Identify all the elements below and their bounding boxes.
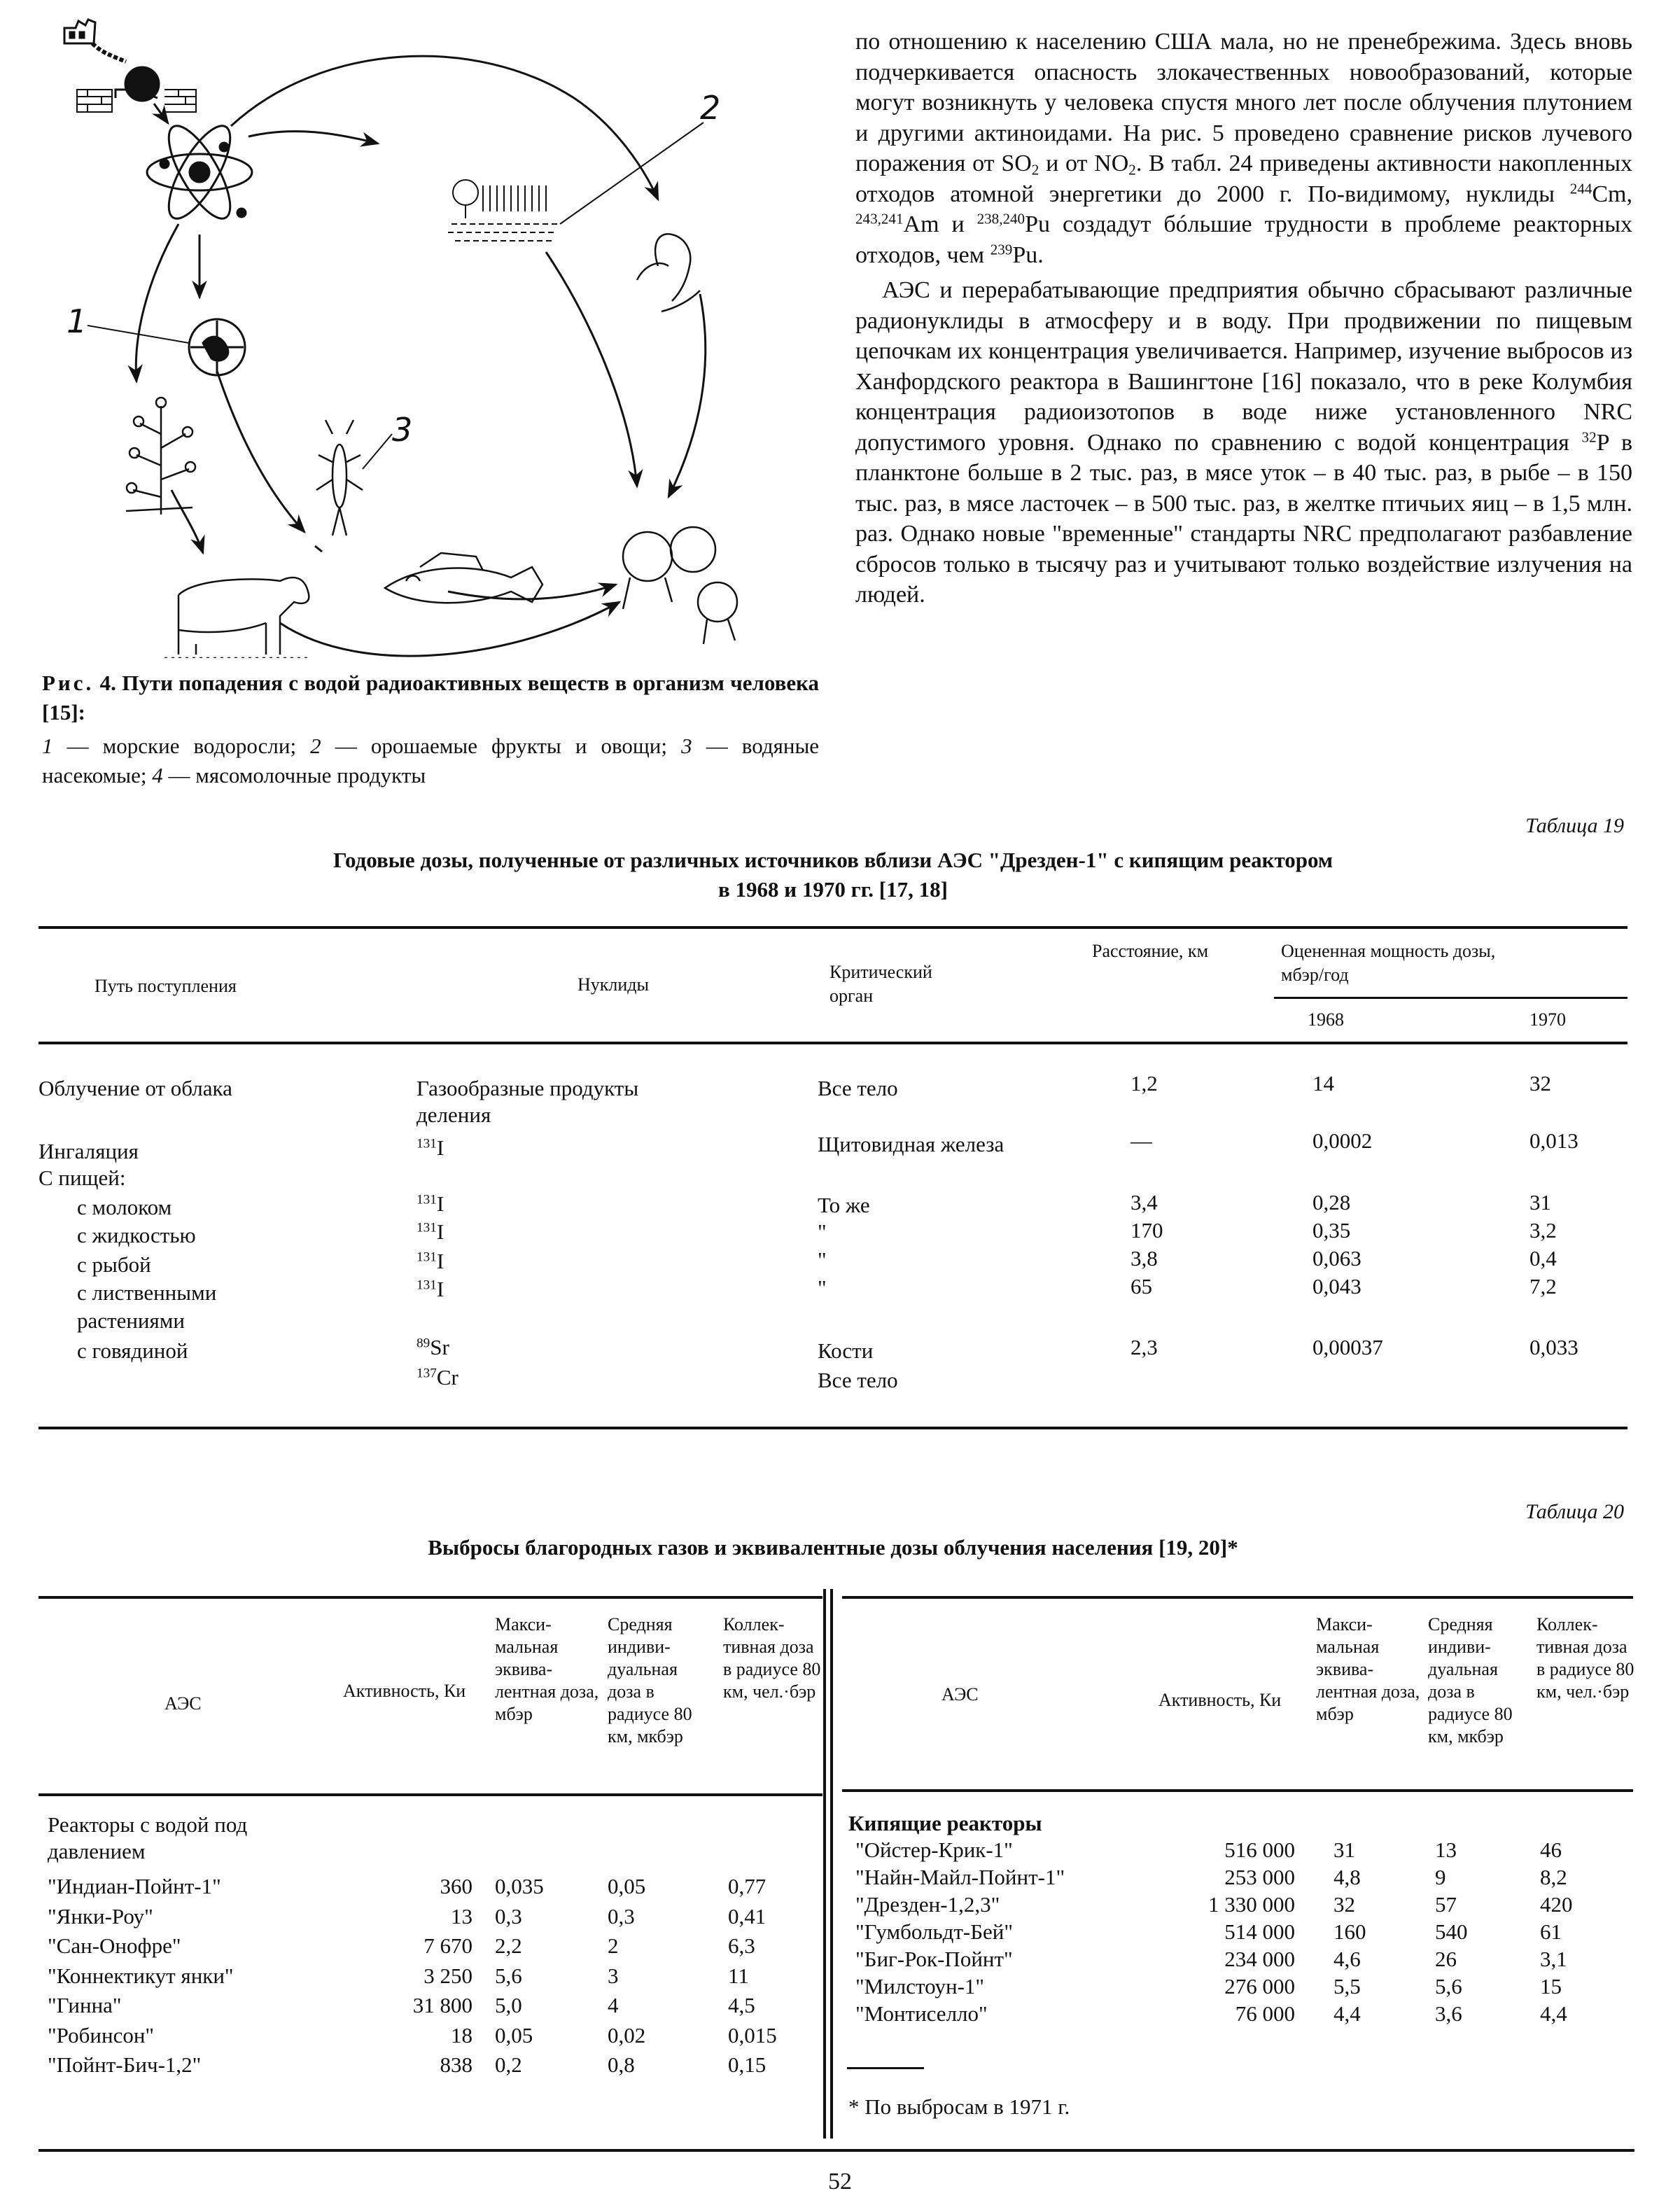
- table-divider: [830, 1589, 833, 2138]
- cell-1970: 7,2: [1530, 1274, 1557, 1298]
- cell-organ: Кости: [818, 1338, 874, 1363]
- cell-coll: 0,015: [728, 2022, 777, 2047]
- cell-avg: 0,05: [608, 1874, 646, 1898]
- cell-coll: 0,77: [728, 1874, 766, 1898]
- cell-activity: 7 670: [424, 1933, 472, 1958]
- cell-nuclide: $^{131}$I: [416, 1249, 444, 1273]
- figure-label-3: 3: [392, 411, 413, 449]
- figure-label-2: 2: [700, 89, 721, 127]
- cell-distance: 3,4: [1130, 1190, 1158, 1214]
- cell-plant: "Ойстер-Крик-1": [855, 1837, 1013, 1862]
- cell-activity: 76 000: [1235, 2001, 1295, 2026]
- legend-text: — орошаемые фрукты и овощи;: [335, 734, 668, 758]
- cell-activity: 18: [451, 2022, 472, 2047]
- legend-num: 3: [681, 734, 692, 758]
- table-rule: [842, 1789, 1633, 1792]
- cell-nuclide: $^{131}$I: [416, 1135, 444, 1160]
- cell-distance: 65: [1130, 1274, 1152, 1298]
- cell-1968: 0,0002: [1312, 1128, 1373, 1153]
- legend-num: 2: [310, 734, 321, 758]
- cell-avg: 9: [1435, 1865, 1446, 1889]
- cell-1970: 0,4: [1530, 1246, 1557, 1270]
- cell-avg: 57: [1435, 1892, 1457, 1917]
- cell-max: 4,8: [1334, 1865, 1361, 1889]
- aquatic-insect-icon: [316, 420, 392, 536]
- cell-max: 0,05: [495, 2022, 533, 2047]
- cell-activity: 3 250: [424, 1963, 472, 1988]
- cell-activity: 276 000: [1224, 1974, 1295, 1998]
- cell-coll: 11: [728, 1963, 749, 1988]
- cell-1968: 0,063: [1312, 1246, 1362, 1270]
- cell-nuclide: $^{89}$Sr: [416, 1335, 449, 1359]
- cell-organ: Щитовидная железа: [818, 1132, 1004, 1156]
- cell-1970: 32: [1530, 1071, 1551, 1096]
- field-icon: [448, 122, 704, 241]
- cell-1968: 14: [1312, 1071, 1334, 1096]
- cell-path: с лиственными: [77, 1280, 217, 1305]
- cell-coll: 4,4: [1540, 2001, 1567, 2026]
- cell-coll: 420: [1540, 1892, 1573, 1917]
- header-1970: 1970: [1530, 1009, 1566, 1030]
- legend-num: 4: [152, 763, 163, 788]
- cell-max: 0,3: [495, 1903, 522, 1928]
- header-path: Путь поступления: [94, 976, 237, 996]
- cell-max: 160: [1334, 1919, 1366, 1944]
- cell-coll: 46: [1540, 1837, 1562, 1862]
- cell-coll: 8,2: [1540, 1865, 1567, 1889]
- cell-1970: 0,013: [1530, 1128, 1578, 1153]
- cell-coll: 0,15: [728, 2052, 766, 2077]
- cell-max: 4,4: [1334, 2001, 1361, 2026]
- cell-activity: 514 000: [1224, 1919, 1295, 1944]
- cell-plant: "Коннектикут янки": [48, 1963, 234, 1988]
- header-max-dose: Макси- мальная эквива- лентная доза, мбэр: [495, 1614, 599, 1724]
- cell-1970: 0,033: [1530, 1335, 1578, 1359]
- cell-organ: Все тело: [818, 1368, 898, 1392]
- cell-nuclide: $^{137}$Cr: [416, 1365, 458, 1390]
- cell-coll: 61: [1540, 1919, 1562, 1944]
- figure-4-illustration: [28, 14, 798, 658]
- cell-max: 0,035: [495, 1874, 544, 1898]
- people-icon: [623, 527, 737, 644]
- cell-path: Облучение от облака: [38, 1076, 232, 1100]
- cell-nuclide: $^{131}$I: [416, 1219, 444, 1244]
- cell-organ: ": [818, 1275, 827, 1300]
- header-activity: Активность, Ки: [1158, 1690, 1282, 1710]
- figure-caption: [42, 668, 819, 790]
- table-rule: [1274, 997, 1628, 999]
- cell-activity: 838: [440, 2052, 472, 2077]
- cell-max: 31: [1334, 1837, 1355, 1862]
- cell-max: 32: [1334, 1892, 1355, 1917]
- cell-1968: 0,35: [1312, 1218, 1351, 1242]
- cell-1968: 0,28: [1312, 1190, 1351, 1214]
- table-19-title: [28, 846, 1638, 904]
- cell-path: с жидкостью: [77, 1223, 196, 1247]
- cell-path: с говядиной: [77, 1338, 188, 1363]
- legend-num: 1: [42, 734, 53, 758]
- cell-organ: Все тело: [818, 1076, 898, 1100]
- cell-plant: "Янки-Роу": [48, 1903, 153, 1928]
- cell-avg: 2: [608, 1933, 619, 1958]
- title-line: Годовые дозы, полученные от различных источников вблизи АЭС "Дрезден-1" с кипящим реактором: [332, 848, 1334, 872]
- plant-icon: [126, 398, 195, 514]
- cell-distance: 2,3: [1130, 1335, 1158, 1359]
- header-1968: 1968: [1308, 1009, 1344, 1030]
- cow-icon: [161, 578, 309, 658]
- cell-avg: 5,6: [1435, 1974, 1462, 1998]
- header-dose: Оцененная мощность дозы, мбэр/год: [1281, 941, 1496, 985]
- cell-avg: 3,6: [1435, 2001, 1462, 2026]
- cell-nuclide: Газообразные продукты: [416, 1076, 639, 1100]
- group-pwr: Реакторы с водой под давлением: [48, 1812, 248, 1863]
- header-avg-dose: Средняя индиви- дуальная доза в радиусе 80 км, мкбэр: [1428, 1614, 1513, 1746]
- caption-text: 4. Пути попадения с водой радиоактивных веществ в организм человека [15]:: [42, 671, 820, 724]
- page-number: 52: [828, 2169, 852, 2194]
- cell-max: 2,2: [495, 1933, 522, 1958]
- header-coll-dose: Коллек- тивная доза в радиусе 80 км, чел.·бэр: [1536, 1614, 1634, 1702]
- cell-plant: "Гинна": [48, 1993, 122, 2017]
- cell-coll: 0,41: [728, 1903, 766, 1928]
- cell-path: с рыбой: [77, 1252, 151, 1277]
- cell-1968: 0,043: [1312, 1274, 1362, 1298]
- cell-coll: 3,1: [1540, 1947, 1567, 1971]
- cell-max: 5,6: [495, 1963, 522, 1988]
- header-max-dose: Макси- мальная эквива- лентная доза, мбэр: [1316, 1614, 1420, 1724]
- cell-organ: ": [818, 1247, 827, 1272]
- cell-activity: 360: [440, 1874, 472, 1898]
- title-line: в 1968 и 1970 гг. [17, 18]: [718, 877, 948, 902]
- table-rule: [38, 1793, 822, 1796]
- header-coll-dose: Коллек- тивная доза в радиусе 80 км, чел.·бэр: [723, 1614, 821, 1702]
- caption-prefix: Рис.: [42, 671, 94, 695]
- cell-distance: 3,8: [1130, 1246, 1158, 1270]
- header-activity: Активность, Ки: [343, 1681, 466, 1701]
- cell-max: 0,2: [495, 2052, 522, 2077]
- table-19-label: Таблица 19: [1525, 814, 1624, 837]
- cell-activity: 253 000: [1224, 1865, 1295, 1889]
- cell-avg: 0,8: [608, 2052, 635, 2077]
- header-plant: АЭС: [164, 1693, 202, 1714]
- cell-coll: 6,3: [728, 1933, 755, 1958]
- cell-avg: 26: [1435, 1947, 1457, 1971]
- table-rule: [38, 1596, 822, 1599]
- cell-plant: "Найн-Майл-Пойнт-1": [855, 1865, 1065, 1889]
- cell-plant: "Сан-Онофре": [48, 1933, 181, 1958]
- cell-activity: 234 000: [1224, 1947, 1295, 1971]
- cell-1968: 0,00037: [1312, 1335, 1383, 1359]
- cell-nuclide: деления: [416, 1102, 491, 1127]
- cell-1970: 31: [1530, 1190, 1551, 1214]
- cell-avg: 540: [1435, 1919, 1468, 1944]
- cell-avg: 0,3: [608, 1903, 635, 1928]
- cell-max: 4,6: [1334, 1947, 1361, 1971]
- header-nuclides: Нуклиды: [578, 974, 649, 995]
- table-20-label: Таблица 20: [1525, 1500, 1624, 1523]
- table-20-title: Выбросы благородных газов и эквивалентные дозы облучения населения [19, 20]*: [428, 1535, 1238, 1560]
- paragraph-2: АЭС и перерабатывающие предприятия обычно сбрасывают различные радионуклиды в атмосферу и в воду. При продвижении по пищевым цепочкам их концентрация увеличивается. Например, изучение выбросов из Ханфордского реактора в Вашингтоне [16] показало, что в реке Колумбия концентрация радиоизотопов в воде ниже установленного NRC допустимого уровня. Однако по сравнению с водой концентрация $^{32}$P в планктоне больше в 2 тыс. раз, в мясе уток – в 40 тыс. раз, в рыбе – в 150 тыс. раз, в мясе ласточек – в 500 тыс. раз, в желтке птичьих яиц – в 1,5 млн. раз. Однако новые "временные" стандарты NRC предполагают разбавление сбросов только в тысячу раз и учитывают только воздействие излучения на людей.: [855, 277, 1633, 608]
- cell-plant: "Дрезден-1,2,3": [855, 1892, 1000, 1917]
- caption-title: [42, 668, 819, 727]
- paragraph-1: по отношению к населению США мала, но не пренебрежима. Здесь вновь подчеркивается опасность злокачественных новообразований, которые могут возникнуть у человека спустя много лет после облучения плутонием и другими актиноидами. На рис. 5 проведено сравнение рисков лучевого поражения от $SO_2$ и от $NO_2$. В табл. 24 приведены активности накопленных отходов атомной энергетики до 2000 г. По-видимому, нуклиды $^{244}$Cm, $^{243,241}$Am и $^{238,240}$Pu создадут бóльшие трудности в проблеме реакторных отходов, чем $^{239}$Pu.: [855, 29, 1632, 268]
- cell-avg: 13: [1435, 1837, 1457, 1862]
- caption-legend: [42, 732, 819, 790]
- cell-max: 5,0: [495, 1993, 522, 2017]
- table-rule: [38, 1042, 1628, 1044]
- atom-icon: [147, 118, 252, 227]
- cell-organ: То же: [818, 1193, 870, 1217]
- cell-plant: "Милстоун-1": [855, 1974, 985, 1998]
- header-plant: АЭС: [941, 1684, 979, 1704]
- cell-plant: "Пойнт-Бич-1,2": [48, 2052, 202, 2077]
- cell-avg: 4: [608, 1993, 619, 2017]
- cell-avg: 0,02: [608, 2022, 646, 2047]
- cell-distance: —: [1130, 1128, 1152, 1153]
- cell-path: с молоком: [77, 1195, 172, 1219]
- cell-plant: "Робинсон": [48, 2022, 155, 2047]
- table-rule: [38, 2149, 1634, 2152]
- cell-1970: 3,2: [1530, 1218, 1557, 1242]
- header-organ: Критический орган: [830, 962, 932, 1006]
- group-bwr: Кипящие реакторы: [848, 1811, 1042, 1835]
- cell-plant: "Биг-Рок-Пойнт": [855, 1947, 1013, 1971]
- figure-label-1: 1: [66, 302, 88, 340]
- cell-coll: 4,5: [728, 1993, 755, 2017]
- table-rule: [38, 1427, 1628, 1429]
- cell-path: Ингаляция: [38, 1139, 139, 1163]
- table-20-footnote: * По выбросам в 1971 г.: [848, 2094, 1070, 2119]
- factory-icon: [64, 20, 196, 112]
- hand-with-fruit-icon: [637, 234, 700, 312]
- cell-distance: 1,2: [1130, 1071, 1158, 1096]
- header-avg-dose: Средняя индиви- дуальная доза в радиусе 80 км, мкбэр: [608, 1614, 692, 1746]
- legend-text: — морские водоросли;: [66, 734, 297, 758]
- cell-max: 5,5: [1334, 1974, 1361, 1998]
- cell-nuclide: $^{131}$I: [416, 1277, 444, 1301]
- cell-activity: 1 330 000: [1208, 1892, 1295, 1917]
- cell-plant: "Монтиселло": [855, 2001, 988, 2026]
- cell-path-group: С пищей:: [38, 1166, 126, 1190]
- table-rule: [842, 1596, 1633, 1599]
- cell-activity: 13: [451, 1903, 472, 1928]
- table-rule: [38, 926, 1628, 929]
- footnote-rule: [847, 2067, 924, 2069]
- table-divider: [823, 1589, 826, 2138]
- cell-activity: 31 800: [412, 1993, 472, 2017]
- cell-coll: 15: [1540, 1974, 1562, 1998]
- body-text: [855, 27, 1632, 610]
- cell-path: растениями: [77, 1308, 185, 1333]
- cell-distance: 170: [1130, 1218, 1163, 1242]
- cell-plant: "Индиан-Пойнт-1": [48, 1874, 221, 1898]
- seaweed-icon: [189, 319, 245, 375]
- header-distance: Расстояние, км: [1092, 941, 1209, 961]
- cell-organ: ": [818, 1219, 827, 1244]
- cell-nuclide: $^{131}$I: [416, 1191, 444, 1216]
- cell-activity: 516 000: [1224, 1837, 1295, 1862]
- cell-avg: 3: [608, 1963, 619, 1988]
- legend-text: — мясомолочные продукты: [168, 763, 426, 788]
- cell-plant: "Гумбольдт-Бей": [855, 1919, 1014, 1944]
- legend-text: — водяные насекомые;: [42, 734, 820, 788]
